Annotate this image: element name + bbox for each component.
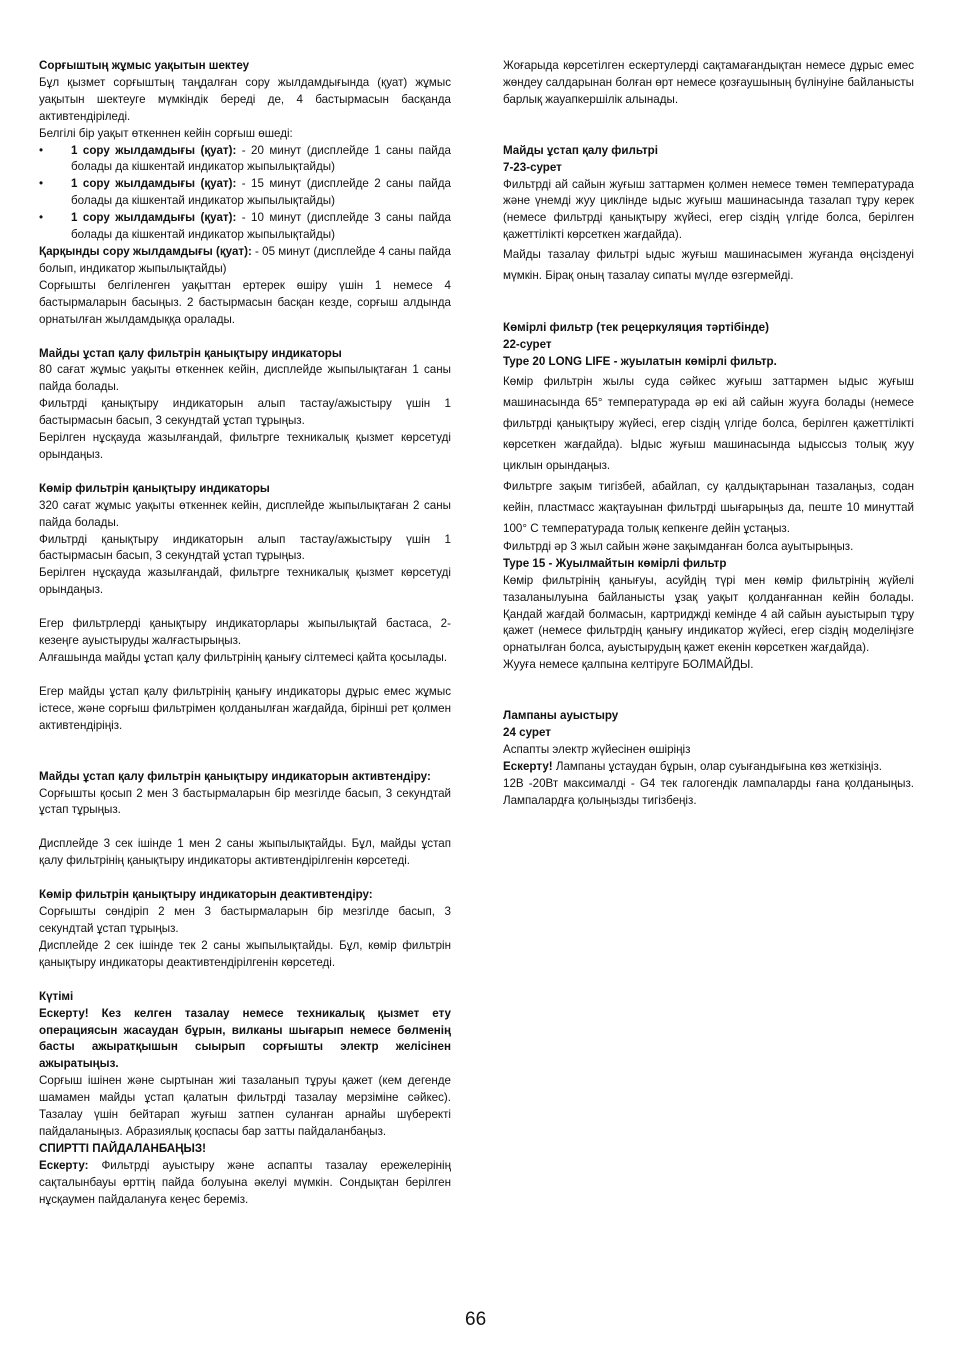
inline-text: Лампаны ұстаудан бұрын, олар суығандығына көз жеткізіңіз. bbox=[552, 759, 883, 773]
bullet-bold: 1 сору жылдамдығы (қуат): bbox=[71, 211, 237, 225]
inline-bold: Қарқынды сору жылдамдығы (қуат): bbox=[39, 244, 252, 258]
figure-ref: 22-сурет bbox=[503, 338, 552, 352]
section-title: Майды ұстап қалу фильтрі bbox=[503, 143, 658, 157]
paragraph: Фильтрге зақым тигізбей, абайлап, су қалдықтарынан тазалаңыз, содан кейін, пластмасс жақтауынан фильтрді шығарыңыз да, пеште 10 минуттай 100° С температурада толық кепкенге дейін ұстаңыз. bbox=[503, 479, 914, 535]
inline-bold: Ескерту! bbox=[503, 759, 553, 773]
section-title: Көмір фильтрін қанықтыру индикаторын деактивтендіру: bbox=[39, 888, 373, 902]
figure-ref: 24 сурет bbox=[503, 726, 551, 740]
bullet-text: - 10 минут (дисплейде 3 саны пайда болады да кішкентай индикатор жыпылықтайды) bbox=[71, 211, 451, 242]
bullet-text: - 15 минут (дисплейде 2 саны пайда болады да кішкентай индикатор жыпылықтайды) bbox=[71, 177, 451, 208]
paragraph: Көмір фильтрін жылы суда сәйкес жуғыш заттармен ыдыс жуғыш машинасында 65° температурада әр екі ай сайын жууға болады (немесе фильтрді қанықтыру жүйесі, егер сіздің үлгіде болса, берілген қажеттілікті көрсеткен жағдайда). Ыдыс жуғыш машинасында ыдыссыз толық жуу циклын орындаңыз. bbox=[503, 374, 914, 472]
subsection-title: Type 20 LONG LIFE - жуылатын көмірлі фильтр. bbox=[503, 354, 777, 368]
section-title: Күтімі bbox=[39, 989, 74, 1003]
list-item bbox=[39, 143, 451, 177]
paragraph: Егер фильтрлерді қанықтыру индикаторлары жыпылықтай бастаса, 2-кезеңге ауыстыруды жалғастырыңыз. bbox=[39, 617, 451, 648]
paragraph: Жууға немесе қалпына келтіруге БОЛМАЙДЫ. bbox=[503, 658, 754, 672]
bullet-bold: 1 сору жылдамдығы (қуат): bbox=[71, 177, 237, 191]
section-title: Майды ұстап қалу фильтрін қанықтыру индикаторы bbox=[39, 346, 342, 360]
paragraph bbox=[39, 1158, 451, 1209]
inline-text: Фильтрді ауыстыру және аспапты тазалау ережелерінің сақталынбауы өрттің пайда болуына әкелуі мүмкін. Сондықтан берілген нұсқаумен пайдалануға кеңес береміз. bbox=[39, 1158, 451, 1206]
paragraph: Фильтрді ай сайын жуғыш заттармен қолмен немесе төмен температурада және үнемді жуу циклінде ыдыс жуғыш машинасында тазалап тұру керек (немесе фильтрді қанықтыру жүйесі, егер сіздің үлгіде болса, берілген қажеттілікті көрсеткен жағдайда). bbox=[503, 177, 914, 242]
bullet-bold: 1 сору жылдамдығы (қуат): bbox=[71, 143, 237, 157]
paragraph: Сорғышты қосып 2 мен 3 бастырмаларын бір мезгілде басып, 3 секундтай ұстап тұрыңыз. bbox=[39, 786, 451, 817]
paragraph bbox=[503, 759, 914, 776]
list-item bbox=[39, 176, 451, 210]
paragraph: Егер майды ұстап қалу фильтрінің қанығу индикаторы дұрыс емес жұмыс істесе, және сорғыш фильтрімен қолданылған жағдайда, біріншi рет қолмен активтендіріңіз. bbox=[39, 684, 451, 732]
paragraph: Бұл қызмет сорғыштың таңдалған сору жылдамдығында (қуат) жұмыс уақытын шектеуге мүмкіндік береді де, 4 бастырмасын басқанда активтендіріледі. bbox=[39, 75, 451, 123]
page-number: 66 bbox=[465, 1309, 487, 1330]
bullet-icon: • bbox=[39, 211, 44, 225]
paragraph: Майды тазалау фильтрі ыдыс жуғыш машинасымен жуғанда өңсізденуі мүмкін. Бірақ оның тазалау сипаты мүлде өзгермейді. bbox=[503, 248, 914, 283]
section-title: Сорғыштың жұмыс уақытын шектеу bbox=[39, 59, 250, 72]
paragraph: Көмір фильтрінің қанығуы, асуйдің түрі мен көмір фильтрінің жүйелі тазаланылуына байланысты ұзақ уақыт қолданғаннан кейін болады. Қандай жағдай болмасын, картриджді кемінде 4 ай сайын ауыстырып тұру қажет (немесе фильтрдің қанығу индикатор жүйесі, егер сіздің моделіңізге орнатылған болса, ауыстырудың қажет екенін көрсеткен жағдайда). bbox=[503, 573, 914, 655]
subsection-title: Type 15 - Жуылмайтын көмірлі фильтр bbox=[503, 556, 727, 570]
paragraph: 320 сағат жұмыс уақыты өткеннек кейін, дисплейде жыпылықтаған 2 саны пайда болады. bbox=[39, 498, 451, 529]
paragraph: 12В -20Вт максималді - G4 тек галогендік лампаларды ғана қолданыңыз. Лампалардға қолыңызды тигізбеңіз. bbox=[503, 776, 914, 807]
paragraph: Фильтрді қанықтыру индикаторын алып тастау/ажыстыру үшін 1 бастырмасын басып, 3 секундтай ұстап тұрыңыз. bbox=[39, 532, 451, 563]
bullet-icon: • bbox=[39, 177, 44, 191]
left-column bbox=[39, 58, 451, 1208]
paragraph bbox=[39, 244, 451, 278]
paragraph: Белгілі бір уақыт өткеннен кейін сорғыш өшеді: bbox=[39, 126, 293, 140]
section-title: Көмір фильтрін қанықтыру индикаторы bbox=[39, 481, 270, 495]
inline-bold: Ескерту: bbox=[39, 1158, 89, 1172]
paragraph: 80 сағат жұмыс уақыты өткеннек кейін, дисплейде жыпылықтаған 1 саны пайда болады. bbox=[39, 363, 451, 394]
section-title: Көмірлі фильтр (тек рецеркуляция тәртібінде) bbox=[503, 321, 769, 335]
paragraph: Дисплейде 3 сек ішінде 1 мен 2 саны жыпылықтайды. Бұл, майды ұстап қалу фильтрінің қанықтыру индикаторы активтендірілгенін көрсетеді. bbox=[39, 837, 451, 868]
inline-text: - 05 минут (дисплейде 4 саны пайда болып, индикатор жыпылықтайды) bbox=[39, 244, 451, 275]
section-title: Майды ұстап қалу фильтрін қанықтыру индикаторын активтендіру: bbox=[39, 769, 431, 783]
paragraph: Берілген нұсқауда жазылғандай, фильтрге техникалық қызмет көрсетуді орындаңыз. bbox=[39, 566, 451, 597]
paragraph: Аспапты электр жүйесінен өшіріңіз bbox=[503, 742, 691, 756]
paragraph: Сорғышты сөндіріп 2 мен 3 бастырмаларын бір мезгілде басып, 3 секундтай ұстап тұрыңыз. bbox=[39, 905, 451, 935]
paragraph: Алғашында майды ұстап қалу фильтрінің қанығу сілтемесі қайта қосылады. bbox=[39, 651, 448, 664]
paragraph: Сорғыш ішінен және сыртынан жиі тазаланып тұруы қажет (кем дегенде шамамен майды ұстап қалатын фильтрді тазалау мерзіміне сәйкес). Тазалау үшін бейтарап жуғыш затпен суланған арнайы шүберекті пайдаланыңыз. Абразиялық қоспасы бар затты пайдаланбаңыз. bbox=[39, 1074, 451, 1138]
list-item bbox=[39, 210, 451, 244]
paragraph: Сорғышты белгіленген уақыттан ертерек өшіру үшін 1 немесе 4 бастырмаларын басыңыз. 2 бастырмасын басқан кезде, сорғыш алдында орнатылған жылдамдыққа оралады. bbox=[39, 278, 451, 326]
caps-warning: СПИРТТІ ПАЙДАЛАНБАҢЫЗ! bbox=[39, 1141, 207, 1155]
paragraph: Фильтрді әр 3 жыл сайын және зақымданған болса ауытырыңыз. bbox=[503, 539, 854, 553]
warning-paragraph: Ескерту! Кез келген тазалау немесе техникалық қызмет ету операциясын жасаудан бұрын, вилканы шығарып немесе бөлменің басты ажыратқышын сыырып сорғышты электр желісінен ажыратыңыз. bbox=[39, 1006, 451, 1071]
paragraph: Дисплейде 2 сек ішінде тек 2 саны жыпылықтайды. Бұл, көмір фильтрін қанықтыру индикаторы деактивтендірілгенін көрсетеді. bbox=[39, 938, 451, 969]
bullet-icon: • bbox=[39, 143, 44, 157]
right-column bbox=[503, 58, 914, 810]
bullet-text: - 20 минут (дисплейде 1 саны пайда болады да кішкентай индикатор жыпылықтайды) bbox=[71, 143, 451, 174]
section-title: Лампаны ауыстыру bbox=[503, 709, 619, 723]
paragraph: Жоғарыда көрсетілген ескертулерді сақтамағандықтан немесе дұрыс емес жөндеу салдарынан болған өрт немесе қозғаушының бүлінуіне байланысты барлық жауапкершілік алынады. bbox=[503, 59, 914, 106]
paragraph: Берілген нұсқауда жазылғандай, фильтрге техникалық қызмет көрсетуді орындаңыз. bbox=[39, 431, 451, 461]
figure-ref: 7-23-сурет bbox=[503, 160, 562, 174]
paragraph: Фильтрді қанықтыру индикаторын алып тастау/ажыстыру үшін 1 бастырмасын басып, 3 секундтай ұстап тұрыңыз. bbox=[39, 397, 451, 428]
